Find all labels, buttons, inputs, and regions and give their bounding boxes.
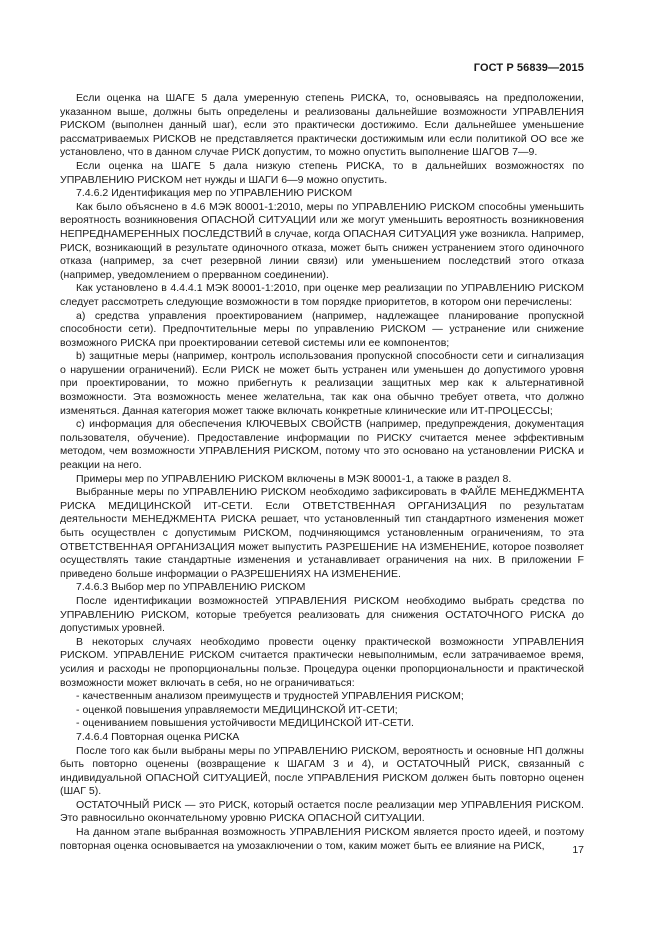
paragraph: Если оценка на ШАГЕ 5 дала низкую степень РИСКА, то в дальнейших возможностях по УПРАВЛЕНИЮ РИСКОМ нет нужды и ШАГИ 6—9 можно опустить.: [60, 159, 584, 186]
section-heading: 7.4.6.4 Повторная оценка РИСКА: [76, 730, 240, 743]
body-text: [60, 92, 584, 853]
paragraph: Выбранные меры по УПРАВЛЕНИЮ РИСКОМ необходимо зафиксировать в ФАЙЛЕ МЕНЕДЖМЕНТА РИСКА МЕДИЦИНСКОЙ ИТ-СЕТИ. Если ОТВЕТСТВЕННАЯ ОРГАНИЗАЦИЯ по результатам деятельности МЕНЕДЖМЕНТА РИСКА решает, что установленный тип стандартного изменения может быть осуществлен с допустимым РИСКОМ, подчиняющимся установленным ограничениям, то эта ОТВЕТСТВЕННАЯ ОРГАНИЗАЦИЯ может выпустить РАЗРЕШЕНИЕ НА ИЗМЕНЕНИЕ, которое позволяет осуществлять такие стандартные изменения и устанавливает ограничения на них. В приложении F приведено больше информации о РАЗРЕШЕНИЯХ НА ИЗМЕНЕНИЕ.: [60, 486, 584, 580]
section-heading: 7.4.6.3 Выбор мер по УПРАВЛЕНИЮ РИСКОМ: [76, 581, 306, 594]
paragraph: Как установлено в 4.4.4.1 МЭК 80001-1:2010, при оценке мер реализации по УПРАВЛЕНИЮ РИСКОМ следует рассмотреть следующие возможности в том порядке приоритетов, в котором они перечислены:: [60, 282, 584, 308]
list-item: b) защитные меры (например, контроль использования пропускной способности сети и сигнализация о нарушении ограничений). Если РИСК не может быть устранен или уменьшен до допустимого уровня при проектировании, то можно прибегнуть к реализации защитных мер как к альтернативной возможности. Эта возможность менее желательна, так как она обычно требует ответа, что должно изменяться. Данная категория может также включать конкретные клинические или ИТ-ПРОЦЕССЫ;: [60, 350, 584, 417]
paragraph: Как было объяснено в 4.6 МЭК 80001-1:2010, меры по УПРАВЛЕНИЮ РИСКОМ способны уменьшить вероятность возникновения ОПАСНОЙ СИТУАЦИИ или же могут уменьшить вероятность возникновения НЕПРЕДНАМЕРЕННЫХ ПОСЛЕДСТВИЙ в случае, когда ОПАСНАЯ СИТУАЦИЯ уже возникла. Например, РИСК, возникающий в результате одиночного отказа, может быть снижен устранением этого одиночного отказа (например, за счет резервной линии связи) или уменьшением последствий этого отказа (например, уведомлением о прерванном соединении).: [60, 200, 584, 281]
paragraph: Примеры мер по УПРАВЛЕНИЮ РИСКОМ включены в МЭК 80001-1, а также в раздел 8.: [76, 472, 512, 485]
paragraph: Если оценка на ШАГЕ 5 дала умеренную степень РИСКА, то, основываясь на предположении, указанном выше, должны быть определены и реализованы дальнейшие возможности УПРАВЛЕНИЯ РИСКОМ (выполнен данный шаг), если это практически достижимо. Если дальнейшее уменьшение рассматриваемых РИСКОВ не представляется практически достижимым или если политикой ОО все же установлено, что в данном случае РИСК допустим, то можно опустить выполнение ШАГОВ 7—9.: [60, 92, 584, 159]
dash-list-item: - оценкой повышения управляемости МЕДИЦИНСКОЙ ИТ-СЕТИ;: [76, 703, 398, 716]
paragraph: В некоторых случаях необходимо провести оценку практической возможности УПРАВЛЕНИЯ РИСКОМ. УПРАВЛЕНИЕ РИСКОМ считается практически невыполнимым, если затрачиваемое время, усилия и расходы не пропорциональны пользе. Процедура оценки пропорциональности и практической возможности может включать в себя, но не ограничиваться:: [60, 635, 584, 689]
paragraph: После того как были выбраны меры по УПРАВЛЕНИЮ РИСКОМ, вероятность и основные НП должны быть повторно оценены (возвращение к ШАГАМ 3 и 4), и ОСТАТОЧНЫЙ РИСК, связанный с индивидуальной ОПАСНОЙ СИТУАЦИЕЙ, после УПРАВЛЕНИЯ РИСКОМ должен быть повторно оценен (ШАГ 5).: [60, 744, 584, 798]
dash-list-item: - оцениванием повышения устойчивости МЕДИЦИНСКОЙ ИТ-СЕТИ.: [76, 717, 414, 730]
list-item: c) информация для обеспечения КЛЮЧЕВЫХ СВОЙСТВ (например, предупреждения, документация пользователя, обучение). Предоставление информации по РИСКУ считается менее эффективным методом, чем возможности УПРАВЛЕНИЯ РИСКОМ, потому что это основано на установлении РИСКА и реакции на него.: [60, 418, 584, 472]
dash-list-item: - качественным анализом преимуществ и трудностей УПРАВЛЕНИЯ РИСКОМ;: [76, 690, 464, 703]
section-heading: 7.4.6.2 Идентификация мер по УПРАВЛЕНИЮ РИСКОМ: [76, 187, 353, 200]
paragraph: На данном этапе выбранная возможность УПРАВЛЕНИЯ РИСКОМ является просто идеей, и поэтому повторная оценка основывается на умозаключении о том, каким может быть ее влияние на РИСК,: [60, 826, 584, 852]
paragraph: После идентификации возможностей УПРАВЛЕНИЯ РИСКОМ необходимо выбрать средства по УПРАВЛЕНИЮ РИСКОМ, которые требуется реализовать для снижения ОСТАТОЧНОГО РИСКА до допустимых уровней.: [60, 594, 584, 635]
list-item: a) средства управления проектированием (например, надлежащее планирование пропускной способности сети). Предпочтительные меры по управлению РИСКОМ — устранение или снижение возможного РИСКА при проектировании сетевой системы или ее компонентов;: [60, 309, 584, 349]
standard-number: ГОСТ Р 56839—2015: [473, 62, 584, 74]
paragraph: ОСТАТОЧНЫЙ РИСК — это РИСК, который остается после реализации мер УПРАВЛЕНИЯ РИСКОМ. Это равносильно окончательному уровню РИСКА ОПАСНОЙ СИТУАЦИИ.: [60, 798, 584, 825]
page-number: 17: [572, 844, 584, 856]
